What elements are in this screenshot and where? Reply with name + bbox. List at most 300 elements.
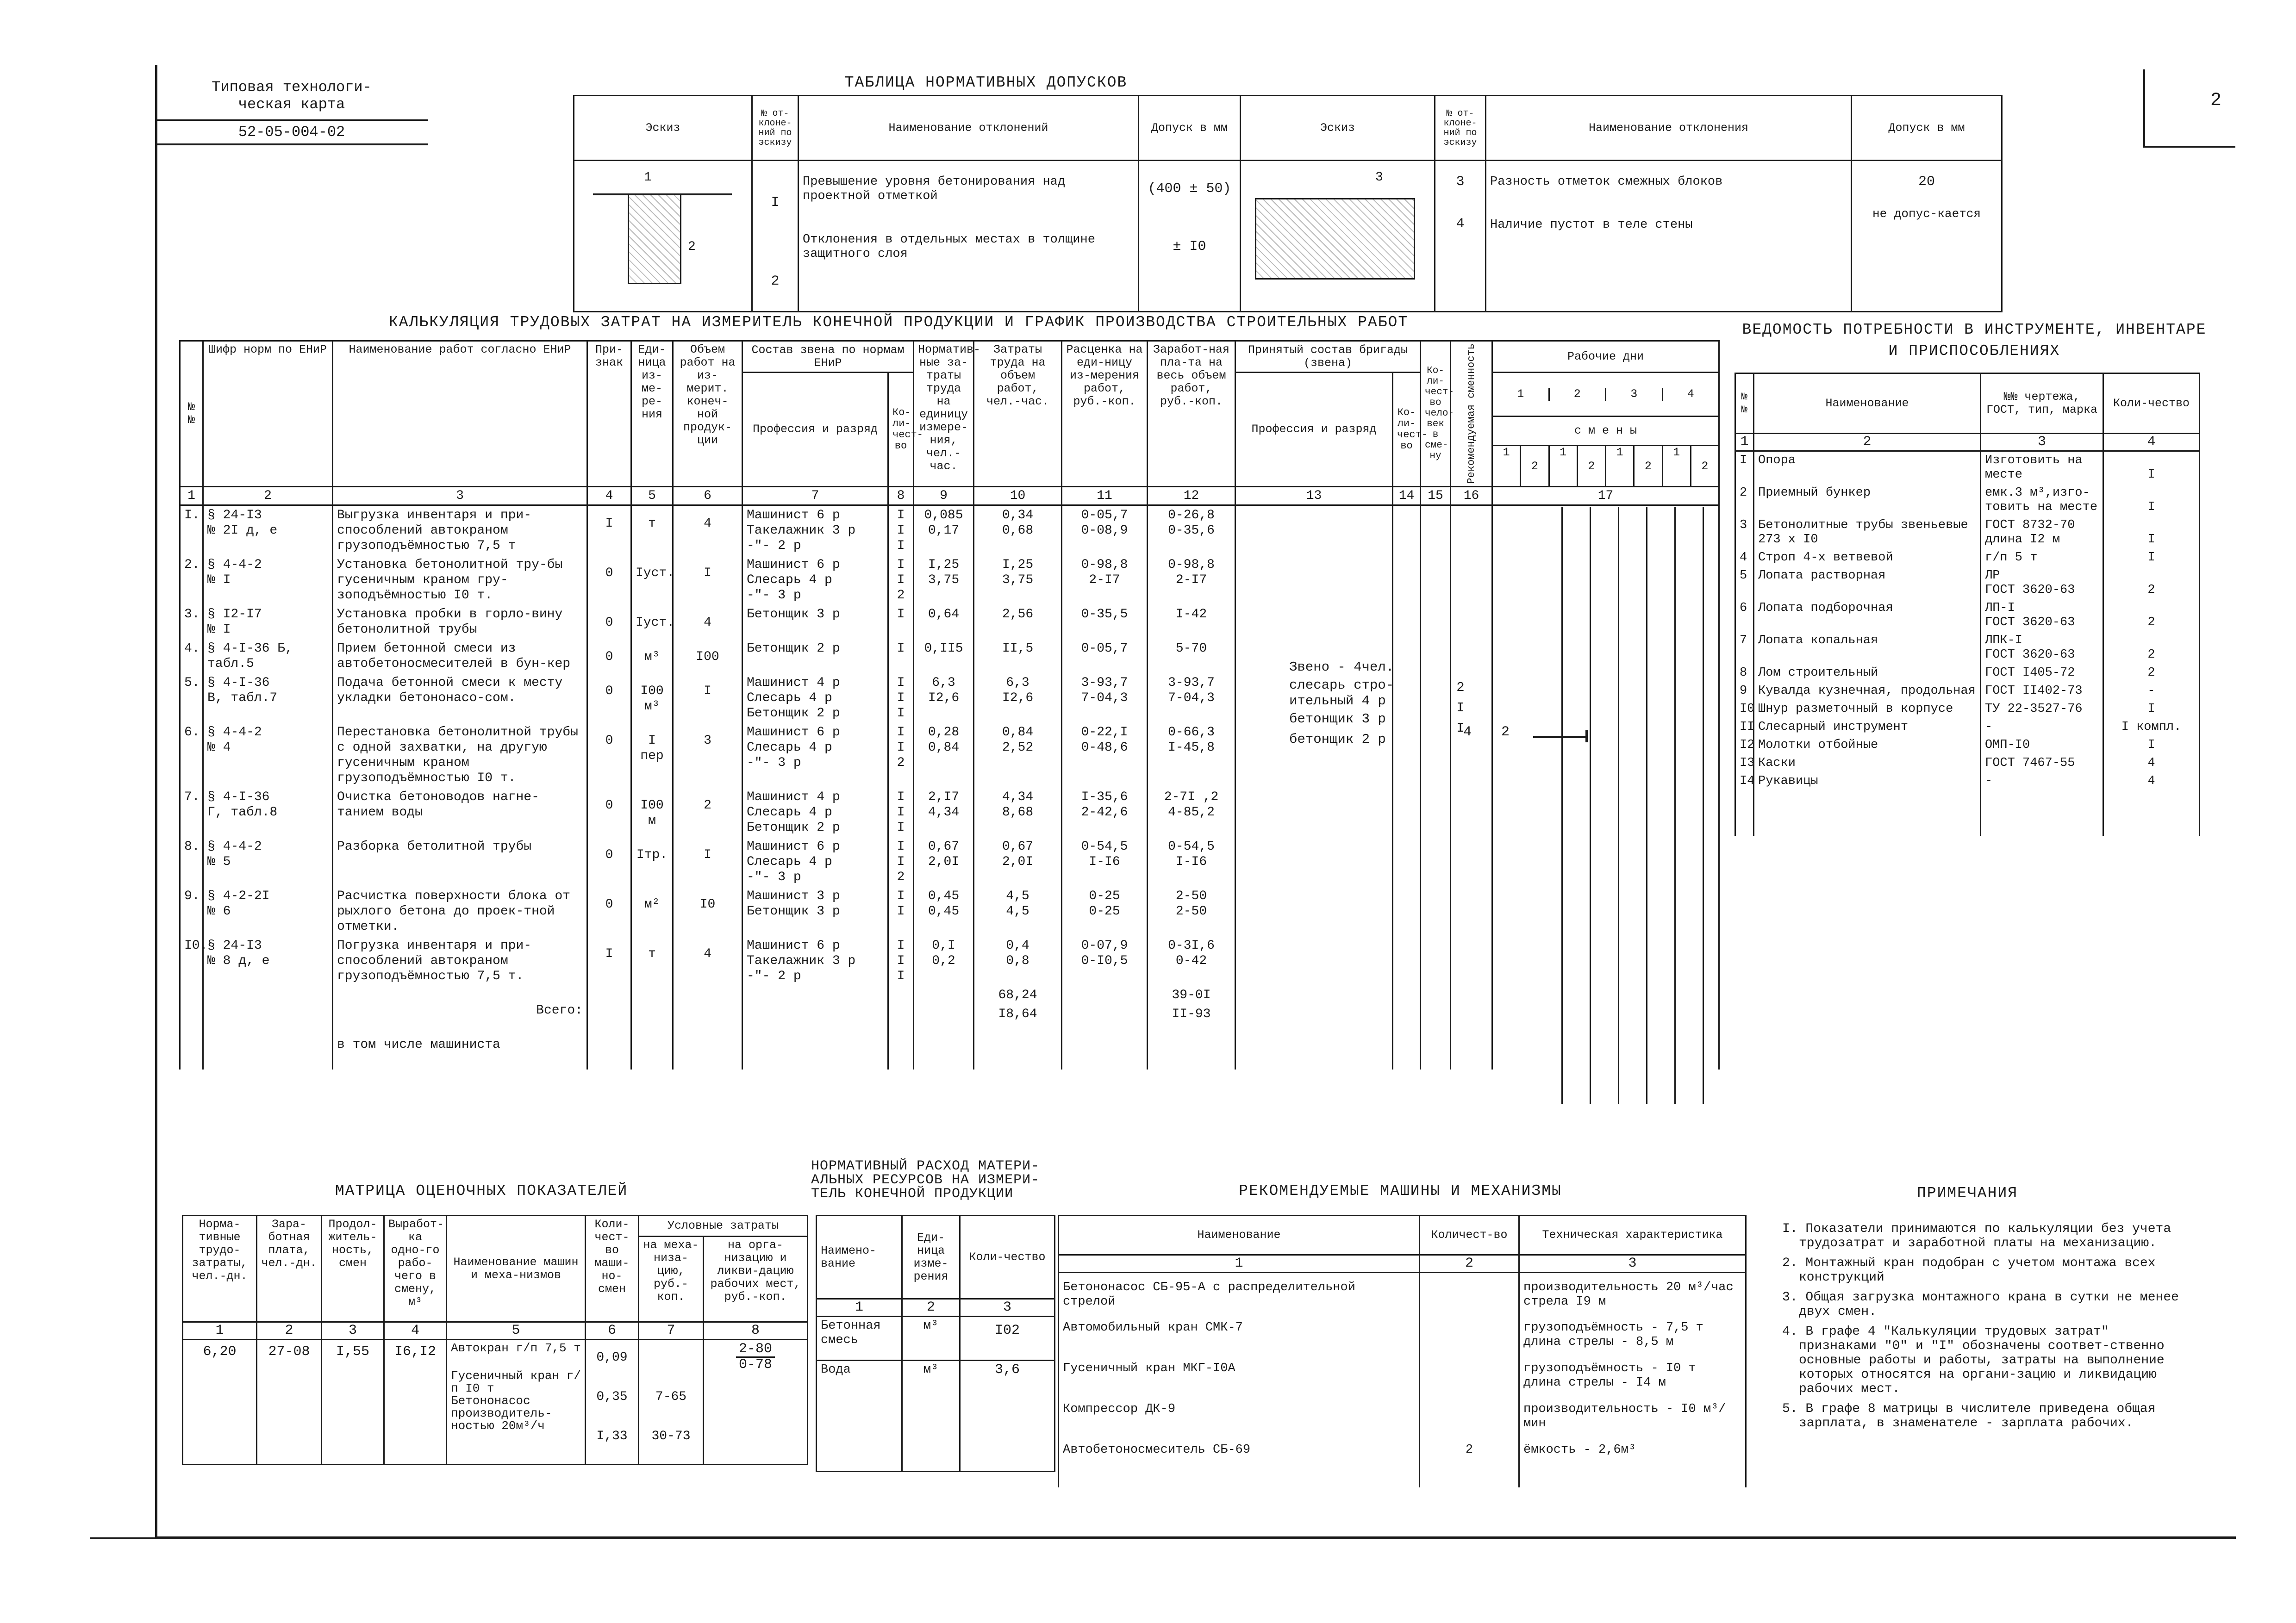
matrix-h-machines: Наименование машин и меха-низмов xyxy=(447,1216,586,1322)
machine-spec: производительность 20 м³/час стрела I9 м xyxy=(1519,1273,1746,1313)
calc-row-labor: 4,34 8,68 xyxy=(974,788,1062,837)
calc-row-empty xyxy=(1235,887,1393,936)
tol-row-1-n: I xyxy=(771,195,780,211)
tool-name: Кувалда кузнечная, продольная xyxy=(1754,682,1981,700)
calc-row-number: I. xyxy=(180,505,203,555)
tool-mark: ТУ 22-3527-76 xyxy=(1981,700,2103,718)
tol-row-1-name: Превышение уровня бетонирования над проектной отметкой xyxy=(803,175,1066,203)
calc-row-profession: Бетонщик 3 р xyxy=(742,605,888,639)
machines-row xyxy=(1059,1313,1746,1354)
total-labels xyxy=(333,986,587,1070)
shift-value: 2 xyxy=(1501,724,1510,740)
calc-row-code: § 4-I-36 Б, табл.5 xyxy=(203,639,333,673)
tools-table xyxy=(1734,373,2200,836)
col-num: 4 xyxy=(2103,434,2200,451)
calc-h-unit: Еди-ница из-ме-ре-ния xyxy=(631,341,673,487)
calc-h-sign: При-знак xyxy=(587,341,631,487)
tools-row xyxy=(1735,754,2200,772)
calc-row-empty xyxy=(1451,555,1492,605)
calc-row-labor: 0,67 2,0I xyxy=(974,837,1062,887)
calc-total-row xyxy=(180,986,1719,1070)
frame-bottom-line xyxy=(90,1537,2234,1539)
calc-h-shift-text: Рекомендуемая сменность xyxy=(1465,343,1477,484)
matrix-output: I6,I2 xyxy=(384,1340,447,1465)
tool-name: Каски xyxy=(1754,754,1981,772)
calc-row-code: § 4-4-2 № I xyxy=(203,555,333,605)
materials-row xyxy=(817,1361,1055,1472)
calc-row-profession: Машинист 6 р Такелажник 3 р -"- 2 р xyxy=(742,936,888,986)
tools-title xyxy=(1734,319,2215,362)
tools-row xyxy=(1735,664,2200,682)
tools-pad xyxy=(1735,790,1754,836)
calc-row-labor: II,5 xyxy=(974,639,1062,673)
matrix-h-labor: Норма-тивные трудо-затраты, чел.-дн. xyxy=(183,1216,257,1322)
calc-row-volume: I xyxy=(673,673,742,723)
machine-name: Автомобильный кран СМК-7 xyxy=(1059,1313,1420,1354)
tools-row xyxy=(1735,632,2200,664)
tool-number: 6 xyxy=(1735,599,1754,632)
tool-mark: ОМП-I0 xyxy=(1981,736,2103,754)
note-item: 2. Монтажный кран подобран с учетом монтажа всех конструкций xyxy=(1782,1256,2156,1285)
col-num: 3 xyxy=(1519,1255,1746,1273)
calc-row-norm: 6,3 I2,6 xyxy=(914,673,974,723)
machine-qty: 2 xyxy=(1420,1436,1519,1487)
calc-row-empty xyxy=(1393,887,1421,936)
col-num: 2 xyxy=(902,1299,960,1317)
tools-pad xyxy=(1754,790,1981,836)
gantt-line xyxy=(1703,507,1704,1104)
calc-h-vol: Объем работ на из-мерит. конеч-ной продук-ции xyxy=(673,341,742,487)
calc-row-sign: 0 xyxy=(587,555,631,605)
tool-qty: 4 xyxy=(2103,754,2200,772)
tool-number: 5 xyxy=(1735,567,1754,599)
sheet-number-box xyxy=(2143,69,2235,148)
calc-row-profession: Машинист 6 р Такелажник 3 р -"- 2 р xyxy=(742,505,888,555)
calc-row-rate: 3-93,7 7-04,3 xyxy=(1062,673,1148,723)
machine-qty xyxy=(1420,1273,1519,1313)
calc-col-numbers xyxy=(180,486,1719,505)
calc-row-qty: I I I xyxy=(888,673,914,723)
calc-h-rate: Расценка на еди-ницу из-мерения работ, руб.-коп. xyxy=(1062,341,1148,487)
calc-row-wage: 0-98,8 2-I7 xyxy=(1148,555,1235,605)
tol-row-2-tol: ± I0 xyxy=(1173,239,1206,255)
tool-name: Опора xyxy=(1754,451,1981,485)
tool-name: Слесарный инструмент xyxy=(1754,718,1981,736)
calc-row-norm: 0,II5 xyxy=(914,639,974,673)
calc-row-code: § 4-4-2 № 5 xyxy=(203,837,333,887)
tool-qty: I xyxy=(2103,736,2200,754)
calc-row-empty xyxy=(1393,605,1421,639)
calc-row-name: Перестановка бетонолитной трубы с одной захватки, на другую гусеничным краном грузоподъёмностью I0 т. xyxy=(333,723,587,788)
calc-row-sign: 0 xyxy=(587,788,631,837)
calc-row xyxy=(180,788,1719,837)
machines-row xyxy=(1059,1354,1746,1395)
calc-row-unit: I00 м³ xyxy=(631,673,673,723)
calc-row-empty xyxy=(1235,936,1393,986)
tool-number: 2 xyxy=(1735,484,1754,516)
calc-row-rate: 0-54,5 I-I6 xyxy=(1062,837,1148,887)
title-stamp xyxy=(155,74,428,145)
calc-row-labor: 0,34 0,68 xyxy=(974,505,1062,555)
calc-row-rate: 0-22,I 0-48,6 xyxy=(1062,723,1148,788)
col-num: 1 xyxy=(1059,1255,1420,1273)
calc-row-name: Погрузка инвентаря и при-способлений автокраном грузоподъёмностью 7,5 т. xyxy=(333,936,587,986)
col-num: 12 xyxy=(1148,486,1235,505)
machines-h-qty: Количест-во xyxy=(1420,1216,1519,1255)
calc-row-rate: 0-07,9 0-I0,5 xyxy=(1062,936,1148,986)
tol-h-sketch: Эскиз xyxy=(574,96,752,161)
calc-row-wage: 2-7I ,2 4-85,2 xyxy=(1148,788,1235,837)
tolerances-table xyxy=(573,95,2003,312)
calc-row-empty xyxy=(1393,837,1421,887)
calc-row-code: § 24-I3 № 8 д, е xyxy=(203,936,333,986)
tol-row-4-n: 4 xyxy=(1456,216,1465,232)
calc-row-sign: 0 xyxy=(587,673,631,723)
tool-qty: 2 xyxy=(2103,632,2200,664)
material-unit: м³ xyxy=(902,1317,960,1361)
calc-row-code: § I2-I7 № I xyxy=(203,605,333,639)
calc-row-unit: м³ xyxy=(631,639,673,673)
col-num: 7 xyxy=(742,486,888,505)
matrix-machine-name: Бетононасос производитель-ностью 20м³/ч xyxy=(451,1394,552,1433)
total-empty xyxy=(631,986,673,1070)
tools-row xyxy=(1735,599,2200,632)
col-num: 6 xyxy=(586,1322,639,1340)
calc-row-norm: 0,085 0,17 xyxy=(914,505,974,555)
calc-row-code: § 4-2-2I № 6 xyxy=(203,887,333,936)
machine-name: Компрессор ДК-9 xyxy=(1059,1395,1420,1436)
calc-row-profession: Машинист 4 р Слесарь 4 р Бетонщик 2 р xyxy=(742,673,888,723)
tool-qty: I xyxy=(2103,484,2200,516)
col-num: 16 xyxy=(1451,486,1492,505)
calc-row-labor: 6,3 I2,6 xyxy=(974,673,1062,723)
calc-row-name: Разборка бетолитной трубы xyxy=(333,837,587,887)
calc-row-number: 8. xyxy=(180,837,203,887)
day-num: 3 xyxy=(1606,388,1663,401)
calc-row-rate: 0-05,7 0-08,9 xyxy=(1062,505,1148,555)
calc-row-unit: Iтр. xyxy=(631,837,673,887)
tol-h-n: № от-клоне-ний по эскизу xyxy=(752,96,799,161)
tool-mark: ГОСТ I405-72 xyxy=(1981,664,2103,682)
tol-row-4-name: Наличие пустот в теле стены xyxy=(1490,218,1693,232)
calc-row-empty xyxy=(1393,555,1421,605)
tool-number: 4 xyxy=(1735,549,1754,567)
calc-row-profession: Машинист 6 р Слесарь 4 р -"- 3 р xyxy=(742,837,888,887)
total-empty xyxy=(914,986,974,1070)
calc-row-qty: I I I xyxy=(888,788,914,837)
total-labor: 68,24 xyxy=(998,988,1037,1002)
team-prof: Звено - 4чел. xyxy=(1289,659,1394,675)
tools-h-qty: Коли-чество xyxy=(2103,373,2200,434)
calc-row-empty xyxy=(1421,936,1451,986)
team-qty: I xyxy=(1456,721,1465,736)
tol-h-tol: Допуск в мм xyxy=(1139,96,1241,161)
tool-qty: I xyxy=(2103,451,2200,485)
calc-h-crew: Состав звена по нормам ЕНиР xyxy=(742,341,914,373)
notes-list xyxy=(1782,1222,2185,1430)
tol-sketch-left xyxy=(574,161,752,312)
tool-mark: ГОСТ II402-73 xyxy=(1981,682,2103,700)
matrix-shift-value: I,33 xyxy=(596,1429,628,1443)
col-num: 15 xyxy=(1421,486,1451,505)
col-num: 2 xyxy=(1420,1255,1519,1273)
machines-h-name: Наименование xyxy=(1059,1216,1420,1255)
tool-number: I xyxy=(1735,451,1754,485)
machine-spec: грузоподъёмность - 7,5 т длина стрелы - 8,5 м xyxy=(1519,1313,1746,1354)
calc-row-empty xyxy=(1451,936,1492,986)
day-num: 4 xyxy=(1687,387,1694,401)
day-num: 1 xyxy=(1493,388,1550,401)
col-num: 5 xyxy=(447,1322,586,1340)
tool-qty: 2 xyxy=(2103,567,2200,599)
calc-row-wage: 0-3I,6 0-42 xyxy=(1148,936,1235,986)
calc-h-name: Наименование работ согласно ЕНиР xyxy=(333,341,587,487)
calc-row-sign: I xyxy=(587,505,631,555)
col-num: 2 xyxy=(203,486,333,505)
material-unit: м³ xyxy=(902,1361,960,1472)
total-labor-cell xyxy=(974,986,1062,1070)
matrix-mech-costs xyxy=(639,1340,704,1465)
calc-row-qty: I xyxy=(888,639,914,673)
tool-number: I3 xyxy=(1735,754,1754,772)
matrix-mech-value: 7-65 xyxy=(655,1390,687,1404)
matrix-shift-value: 0,09 xyxy=(596,1350,628,1365)
materials-table xyxy=(816,1215,1055,1472)
note-item: I. Показатели принимаются по калькуляции без учета трудозатрат и заработной платы на механизацию. xyxy=(1782,1222,2171,1250)
calc-row xyxy=(180,505,1719,555)
tool-number: I2 xyxy=(1735,736,1754,754)
gantt-line xyxy=(1674,507,1676,1104)
machine-name: Автобетоносмеситель СБ-69 xyxy=(1059,1436,1420,1487)
col-num: 6 xyxy=(673,486,742,505)
calc-row-wage: 0-26,8 0-35,6 xyxy=(1148,505,1235,555)
calc-row-empty xyxy=(1235,605,1393,639)
calc-row-qty: I I xyxy=(888,887,914,936)
materials-h-unit: Еди-ница изме-рения xyxy=(902,1216,960,1299)
matrix-h-org: на орга-низацию и ликви-дацию рабочих мест, руб.-коп. xyxy=(704,1237,808,1322)
calc-row-qty: I I I xyxy=(888,936,914,986)
col-num: 3 xyxy=(322,1322,384,1340)
col-num: 11 xyxy=(1062,486,1148,505)
tools-row xyxy=(1735,736,2200,754)
calc-row-empty xyxy=(1393,788,1421,837)
gantt-bar xyxy=(1533,736,1586,738)
calc-row-number: I0. xyxy=(180,936,203,986)
calc-row-sign: 0 xyxy=(587,605,631,639)
tools-pad xyxy=(2103,790,2200,836)
col-num: 1 xyxy=(180,486,203,505)
calc-row-profession: Машинист 3 р Бетонщик 3 р xyxy=(742,887,888,936)
calc-h-shifts-label: с м е н ы xyxy=(1493,417,1718,446)
calc-row-sign: 0 xyxy=(587,639,631,673)
tool-number: 7 xyxy=(1735,632,1754,664)
calc-row-norm: 0,I 0,2 xyxy=(914,936,974,986)
calc-h-team: Принятый состав бригады (звена) xyxy=(1235,341,1421,373)
calc-h-code: Шифр норм по ЕНиР xyxy=(203,341,333,487)
tools-col-numbers xyxy=(1735,434,2200,451)
note-item: 5. В графе 8 матрицы в числителе приведена общая зарплата, в знаменателе - зарплата рабочих. xyxy=(1782,1402,2156,1430)
calc-row-empty xyxy=(1393,505,1421,555)
calc-row-labor: 4,5 4,5 xyxy=(974,887,1062,936)
team-prof: бетонщик 3 р xyxy=(1289,711,1386,727)
calc-row-unit: I00 м xyxy=(631,788,673,837)
col-num: 4 xyxy=(384,1322,447,1340)
calc-row-name: Установка пробки в горло-вину бетонолитной трубы xyxy=(333,605,587,639)
calc-row-norm: 2,I7 4,34 xyxy=(914,788,974,837)
calc-row xyxy=(180,555,1719,605)
calc-row-number: 9. xyxy=(180,887,203,936)
shift-num: 1 xyxy=(1550,446,1578,486)
stamp-line-2: ческая карта xyxy=(238,96,345,113)
calc-row-empty xyxy=(1235,505,1393,555)
gantt-bar-end xyxy=(1585,730,1588,742)
material-qty: I02 xyxy=(960,1317,1055,1361)
calc-row-norm: 0,28 0,84 xyxy=(914,723,974,788)
calc-row-labor: 0,4 0,8 xyxy=(974,936,1062,986)
calc-row-profession: Машинист 6 р Слесарь 4 р -"- 3 р xyxy=(742,723,888,788)
tol-row-3-tol: 20 xyxy=(1918,174,1935,190)
total-empty xyxy=(742,986,888,1070)
matrix-machine-name: Гусеничный кран г/п I0 т xyxy=(451,1369,581,1395)
calc-row-volume: 4 xyxy=(673,605,742,639)
matrix-shift-value: 0,35 xyxy=(596,1390,628,1404)
tol-h-n-2: № от-клоне-ний по эскизу xyxy=(1435,96,1486,161)
calc-row xyxy=(180,605,1719,639)
tool-mark: емк.3 м³,изго-товить на месте xyxy=(1981,484,2103,516)
matrix-h-wage: Зара-ботная плата, чел.-дн. xyxy=(257,1216,322,1322)
calc-row xyxy=(180,837,1719,887)
calc-row-code: § 4-4-2 № 4 xyxy=(203,723,333,788)
calc-row-qty: I xyxy=(888,605,914,639)
calc-h-labor: Затраты труда на объем работ, чел.-час. xyxy=(974,341,1062,487)
shift-num: 1 xyxy=(1663,446,1691,486)
calc-h-qty: Ко-ли-чест-во xyxy=(888,373,914,487)
tool-qty: 2 xyxy=(2103,664,2200,682)
calc-row-sign: 0 xyxy=(587,887,631,936)
tol-h-name: Наименование отклонений xyxy=(799,96,1139,161)
team-qty: 2 xyxy=(1456,680,1465,695)
calc-row xyxy=(180,887,1719,936)
tool-qty: I xyxy=(2103,700,2200,718)
machine-spec: ёмкость - 2,6м³ xyxy=(1519,1436,1746,1487)
calc-row-unit: т xyxy=(631,505,673,555)
matrix-h-cost: Условные затраты xyxy=(639,1216,808,1237)
gantt-line xyxy=(1561,507,1563,1104)
machine-name: Гусеничный кран МКГ-I0А xyxy=(1059,1354,1420,1395)
day-num: 2 xyxy=(1550,388,1607,401)
col-num: 13 xyxy=(1235,486,1393,505)
tool-mark: ГОСТ 8732-70 длина I2 м xyxy=(1981,516,2103,549)
notes-title: ПРИМЕЧАНИЯ xyxy=(1916,1185,2018,1202)
calc-row-empty xyxy=(1421,788,1451,837)
calc-row-volume: I xyxy=(673,837,742,887)
total-sub-label: в том числе машиниста xyxy=(337,1037,500,1052)
tol-row-1-tol: (400 ± 50) xyxy=(1148,181,1231,197)
calc-row-empty xyxy=(1421,555,1451,605)
team-prof: слесарь стро-ительный 4 р xyxy=(1289,678,1394,709)
machine-spec: производительность - I0 м³/мин xyxy=(1519,1395,1746,1436)
calc-h-day-nums xyxy=(1492,373,1719,417)
calc-row-name: Прием бетонной смеси из автобетоносмесителей в бун-кер xyxy=(333,639,587,673)
total-wage-sub: II-93 xyxy=(1172,1007,1211,1021)
tol-right-n xyxy=(1435,161,1486,312)
tol-h-sketch-2: Эскиз xyxy=(1241,96,1435,161)
total-empty xyxy=(587,986,631,1070)
tool-qty: I xyxy=(2103,516,2200,549)
tool-name: Молотки отбойные xyxy=(1754,736,1981,754)
material-name: Бетонная смесь xyxy=(817,1317,902,1361)
total-empty xyxy=(1235,986,1393,1070)
calc-row-sign: I xyxy=(587,936,631,986)
note-item: 3. Общая загрузка монтажного крана в сутки не менее двух смен. xyxy=(1782,1290,2179,1319)
calc-row-number: 2. xyxy=(180,555,203,605)
tol-h-name-2: Наименование отклонения xyxy=(1486,96,1852,161)
calc-row-number: 4. xyxy=(180,639,203,673)
note-item: 4. В графе 4 "Калькуляции трудовых затрат" признаками "0" и "I" обозначены соответ-ственно основные работы и работы, затраты на выполнение которых относятся на органи-зацию и ликвидацию рабочих мест. xyxy=(1782,1325,2165,1396)
calc-row-volume: 4 xyxy=(673,505,742,555)
matrix-h-duration: Продол-житель-ность, смен xyxy=(322,1216,384,1322)
calc-h-days-label: Рабочие дни xyxy=(1567,349,1644,363)
machines-title: РЕКОМЕНДУЕМЫЕ МАШИНЫ И МЕХАНИЗМЫ xyxy=(1239,1182,1562,1200)
calc-row-rate: 0-05,7 xyxy=(1062,639,1148,673)
matrix-mech-value: 30-73 xyxy=(651,1429,691,1443)
calc-h-shifts xyxy=(1492,416,1719,486)
tool-mark: ГОСТ 7467-55 xyxy=(1981,754,2103,772)
tool-mark: ЛП-I ГОСТ 3620-63 xyxy=(1981,599,2103,632)
calc-row-qty: I I 2 xyxy=(888,837,914,887)
sketch-mark-1: 1 xyxy=(644,170,652,185)
calc-row-empty xyxy=(1421,887,1451,936)
machine-spec: грузоподъёмность - I0 т длина стрелы - I4 м xyxy=(1519,1354,1746,1395)
total-wage-cell xyxy=(1148,986,1235,1070)
shift-num: 2 xyxy=(1635,446,1663,486)
shift-num: 2 xyxy=(1701,459,1709,473)
calc-row-wage: 0-66,3 I-45,8 xyxy=(1148,723,1235,788)
tool-number: I0 xyxy=(1735,700,1754,718)
tools-pad xyxy=(1981,790,2103,836)
tools-h-name: Наименование xyxy=(1754,373,1981,434)
materials-h-qty: Коли-чество xyxy=(960,1216,1055,1299)
calc-row-wage: 2-50 2-50 xyxy=(1148,887,1235,936)
col-num: 1 xyxy=(1735,434,1754,451)
tol-sketch-right xyxy=(1241,161,1435,312)
team-qty: I xyxy=(1456,700,1465,715)
shift-num: 1 xyxy=(1606,446,1635,486)
materials-row xyxy=(817,1317,1055,1361)
calc-h-wage: Заработ-ная пла-та на весь объем работ, руб.-коп. xyxy=(1148,341,1235,487)
tools-row xyxy=(1735,549,2200,567)
sketch-mark-2: 2 xyxy=(688,240,696,254)
calc-row-name: Расчистка поверхности блока от рыхлого бетона до проек-тной отметки. xyxy=(333,887,587,936)
col-num: 8 xyxy=(888,486,914,505)
calc-row xyxy=(180,936,1719,986)
machines-row xyxy=(1059,1273,1746,1313)
tool-name: Лопата растворная xyxy=(1754,567,1981,599)
total-empty xyxy=(180,986,203,1070)
sheet-number: 2 xyxy=(2210,90,2221,111)
shift-num: 1 xyxy=(1493,446,1521,486)
calc-h-shift xyxy=(1451,341,1492,487)
total-labor-sub: I8,64 xyxy=(998,1007,1037,1021)
calc-row-name: Очистка бетоноводов нагне-танием воды xyxy=(333,788,587,837)
tools-row xyxy=(1735,516,2200,549)
tools-title-text: ВЕДОМОСТЬ ПОТРЕБНОСТИ В ИНСТРУМЕНТЕ, ИНВЕНТАРЕ И ПРИСПОСОБЛЕНИЯХ xyxy=(1742,321,2207,360)
calc-row-number: 7. xyxy=(180,788,203,837)
col-num: 10 xyxy=(974,486,1062,505)
calc-row-empty xyxy=(1235,555,1393,605)
tol-left-n xyxy=(752,161,799,312)
calc-row-norm: 0,64 xyxy=(914,605,974,639)
